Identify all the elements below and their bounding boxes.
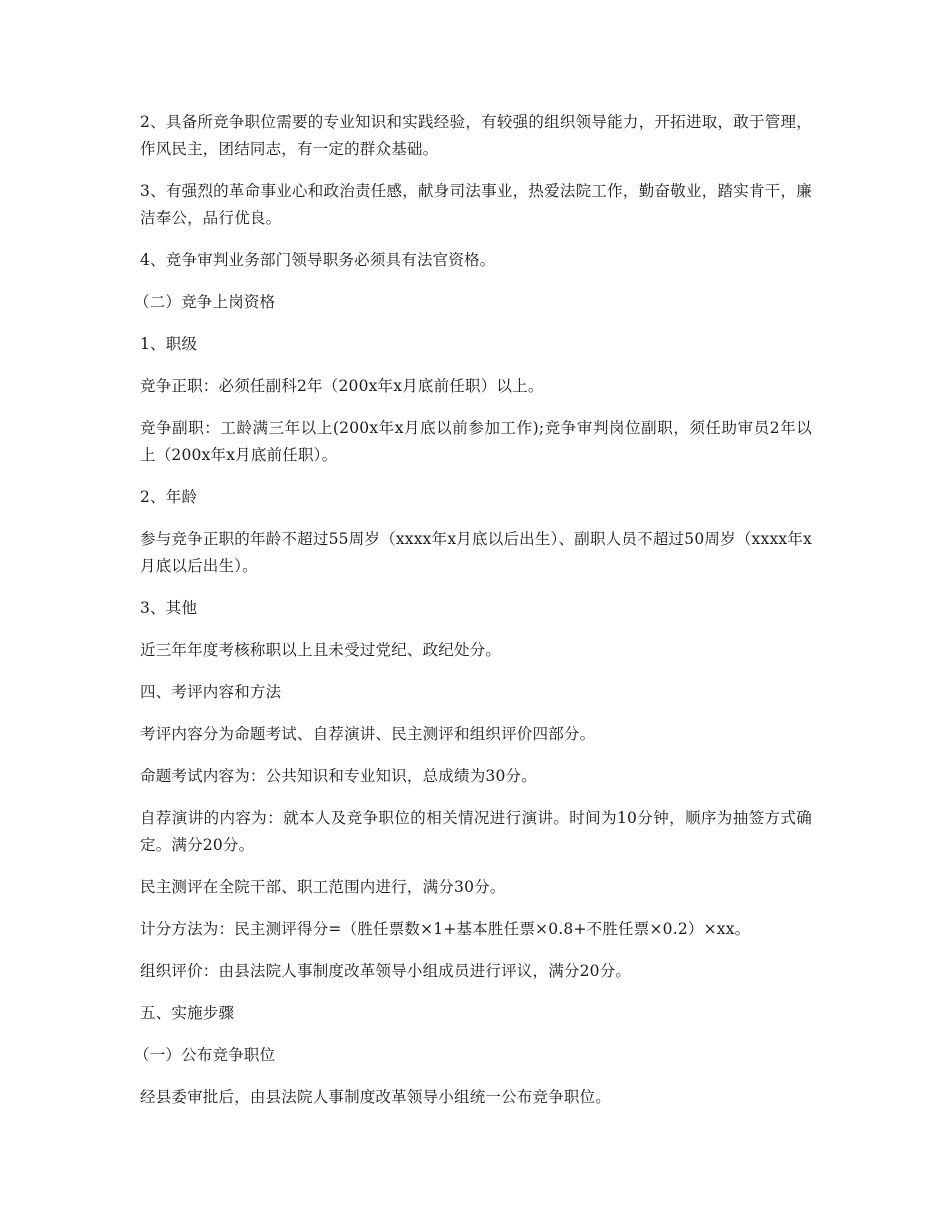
subheading-rank: 1、职级 (140, 335, 198, 353)
paragraph-rank-deputy: 竞争副职：工龄满三年以上(200x年x月底以前参加工作);竞争审判岗位副职，须任助审员2年以上（200x年x月底前任职）。 (140, 419, 812, 464)
paragraph-rank-principal: 竞争正职：必须任副科2年（200x年x月底前任职）以上。 (140, 377, 544, 395)
paragraph-speech: 自荐演讲的内容为：就本人及竞争职位的相关情况进行演讲。时间为10分钟，顺序为抽签方式确定。满分20分。 (140, 809, 812, 854)
paragraph-exam: 命题考试内容为：公共知识和专业知识，总成绩为30分。 (140, 767, 537, 785)
document-page (134, 109, 812, 1126)
section-heading-steps: 五、实施步骤 (140, 1004, 235, 1022)
paragraph-qualification-2: 2、具备所竞争职位需要的专业知识和实践经验，有较强的组织领导能力，开拓进取，敢于管理，作风民主，团结同志，有一定的群众基础。 (140, 113, 812, 158)
subheading-other: 3、其他 (140, 599, 198, 617)
paragraph-publish-positions: 经县委审批后，由县法院人事制度改革领导小组统一公布竞争职位。 (140, 1088, 612, 1106)
section-heading-eligibility: （二）竞争上岗资格 (134, 293, 276, 311)
paragraph-age: 参与竞争正职的年龄不超过55周岁（xxxx年x月底以后出生）、副职人员不超过50周岁（xxxx年x月底以后出生）。 (140, 530, 812, 575)
paragraph-democratic-review: 民主测评在全院干部、职工范围内进行，满分30分。 (140, 878, 506, 896)
section-heading-evaluation: 四、考评内容和方法 (140, 683, 282, 701)
paragraph-other: 近三年年度考核称职以上且未受过党纪、政纪处分。 (140, 641, 502, 659)
paragraph-evaluation-parts: 考评内容分为命题考试、自荐演讲、民主测评和组织评价四部分。 (140, 725, 596, 743)
paragraph-scoring-method: 计分方法为：民主测评得分=（胜任票数×1+基本胜任票×0.8+不胜任票×0.2）×xx。 (140, 920, 751, 938)
paragraph-organization-review: 组织评价：由县法院人事制度改革领导小组成员进行评议，满分20分。 (140, 962, 632, 980)
paragraph-qualification-3: 3、有强烈的革命事业心和政治责任感，献身司法事业，热爱法院工作，勤奋敬业，踏实肯干，廉洁奉公，品行优良。 (140, 182, 812, 227)
paragraph-qualification-4: 4、竞争审判业务部门领导职务必须具有法官资格。 (140, 251, 496, 269)
subheading-age: 2、年龄 (140, 488, 198, 506)
subheading-publish-positions: （一）公布竞争职位 (134, 1046, 276, 1064)
